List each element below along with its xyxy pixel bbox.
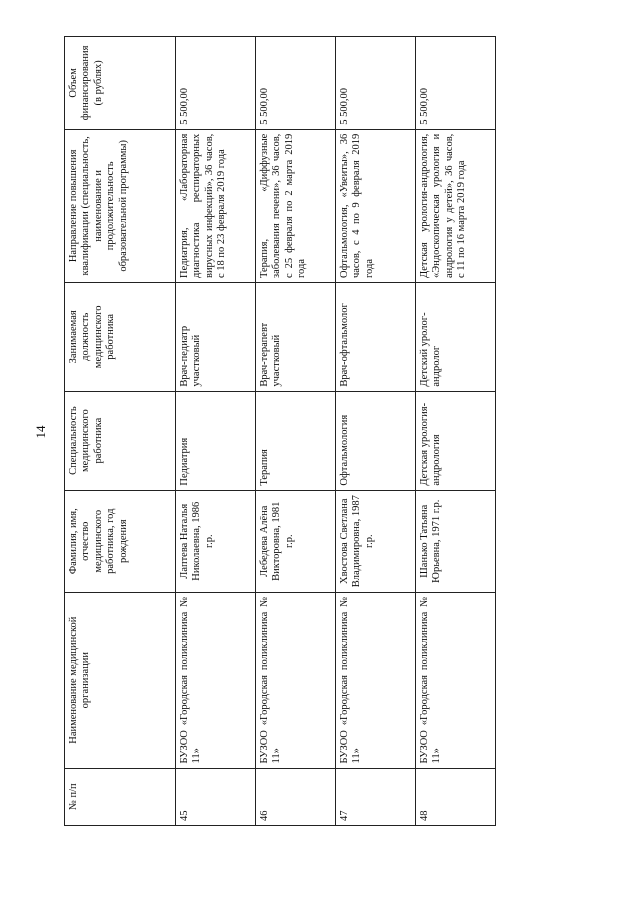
cell-amount: 5 500,00	[176, 37, 256, 130]
cell-num: 48	[416, 768, 496, 825]
header-full-name: Фамилия, имя, отчество медицинского работника, год рождения	[65, 490, 176, 592]
cell-organization: БУЗОО «Городская поликлиника № 11»	[336, 592, 416, 768]
cell-full-name: Лебедева Алёна Викторовна, 1981 г.р.	[256, 490, 336, 592]
cell-direction: Педиатрия, «Лабораторная диагностика респираторных вирусных инфекций», 36 часов, с 18 по 23 февраля 2019 года	[176, 129, 256, 282]
cell-direction: Офтальмология, «Увеиты», 36 часов, с 4 по 9 февраля 2019 года	[336, 129, 416, 282]
cell-organization: БУЗОО «Городская поликлиника № 11»	[176, 592, 256, 768]
header-specialty: Специальность медицинского работника	[65, 391, 176, 490]
cell-amount: 5 500,00	[336, 37, 416, 130]
cell-organization: БУЗОО «Городская поликлиника № 11»	[416, 592, 496, 768]
cell-amount: 5 500,00	[256, 37, 336, 130]
table-row	[256, 37, 336, 826]
cell-num: 46	[256, 768, 336, 825]
cell-full-name: Хвостова Светлана Владимировна, 1987 г.р.	[336, 490, 416, 592]
rotated-table-wrapper	[64, 36, 496, 826]
cell-specialty: Терапия	[256, 391, 336, 490]
table-row	[416, 37, 496, 826]
cell-specialty: Педиатрия	[176, 391, 256, 490]
page-number: 14	[33, 425, 48, 439]
header-organization: Наименование медицинской организации	[65, 592, 176, 768]
table-row	[336, 37, 416, 826]
cell-organization: БУЗОО «Городская поликлиника № 11»	[256, 592, 336, 768]
cell-position: Врач-офтальмолог	[336, 283, 416, 392]
cell-num: 47	[336, 768, 416, 825]
cell-full-name: Шанько Татьяна Юрьевна, 1971 г.р.	[416, 490, 496, 592]
cell-specialty: Офтальмология	[336, 391, 416, 490]
table-row	[176, 37, 256, 826]
cell-position: Детский уролог-андролог	[416, 283, 496, 392]
cell-direction: Терапия, «Диффузные заболевания печени», 36 часов, с 25 февраля по 2 марта 2019 года	[256, 129, 336, 282]
table-header-row	[65, 37, 176, 826]
header-position: Занимаемая должность медицинского работника	[65, 283, 176, 392]
cell-amount: 5 500,00	[416, 37, 496, 130]
cell-position: Врач-терапевт участковый	[256, 283, 336, 392]
header-amount: Объем финансирования (в рублях)	[65, 37, 176, 130]
header-num: № п/п	[65, 768, 176, 825]
cell-full-name: Лаптева Наталья Николаевна, 1986 г.р.	[176, 490, 256, 592]
cell-num: 45	[176, 768, 256, 825]
funding-table	[64, 36, 496, 826]
cell-position: Врач-педиатр участковый	[176, 283, 256, 392]
header-direction: Направление повышения квалификации (специальность, наименование и продолжительность образовательной программы)	[65, 129, 176, 282]
cell-direction: Детская урология-андрология, «Эндоскопическая урология и андрология у детей», 36 часов, с 11 по 16 марта 2019 года	[416, 129, 496, 282]
cell-specialty: Детская урология-андрология	[416, 391, 496, 490]
